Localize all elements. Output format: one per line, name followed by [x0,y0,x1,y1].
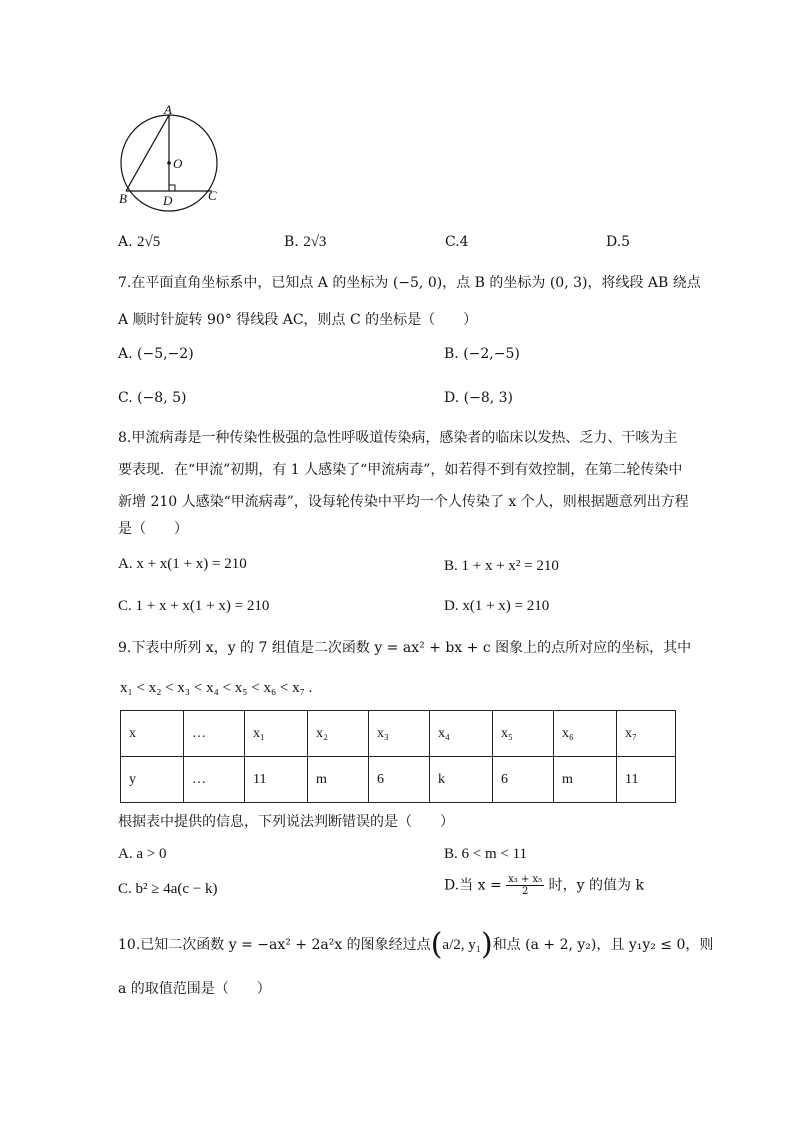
table-cell: 11 [617,757,676,803]
q6-option-a-value: 2√5 [137,234,161,250]
table-cell: x₄ [430,711,493,757]
q9-option-a: A. a > 0 [118,846,167,862]
table-cell: m [554,757,617,803]
fraction-denominator: 2 [521,886,529,897]
q9-option-d-prefix: D.当 x = [444,877,502,894]
table-cell: x₇ [617,711,676,757]
q9-option-b: B. 6 < m < 11 [444,846,528,862]
q6-option-b-value: 2√3 [303,234,327,250]
table-cell: x₂ [308,711,369,757]
table-cell: x₆ [554,711,617,757]
table-row-y [121,757,676,803]
q8-stem-line4: 是（ ） [118,521,188,537]
q7-option-b: B. (−2,−5) [444,346,520,362]
q6-option-a [118,233,160,251]
label-o: O [173,156,183,171]
label-d: D [163,193,173,208]
paren-close: ) [480,927,493,962]
q8-option-a: A. x + x(1 + x) = 210 [118,556,247,572]
table-cell: x₁ [245,711,308,757]
right-angle-mark [169,185,175,191]
paren-open: ( [430,927,443,962]
q9-stem-line2: x₁ < x₂ < x₃ < x₄ < x₅ < x₆ < x₇ . [120,680,313,696]
table-cell: x₃ [369,711,430,757]
q7-option-c: C. (−8, 5) [118,390,187,406]
table-cell: k [430,757,493,803]
q10-point1: a/2, y₁ [442,937,481,953]
q6-option-b-letter: B. [284,234,299,250]
fraction-numerator: x₃ + x₅ [508,874,543,885]
q6-option-b [284,233,326,251]
chord-ab [126,115,169,191]
table-cell: 11 [245,757,308,803]
q9-question-line: 根据表中提供的信息，下列说法判断错误的是（ ） [118,814,454,830]
q10-stem-line2: a 的取值范围是（ ） [118,981,271,997]
q9-values-table [120,710,676,803]
q8-stem-line2: 要表现．在“甲流”初期，有 1 人感染了“甲流病毒”，如若得不到有效控制，在第二轮传染中 [118,462,683,478]
q6-option-d: D.5 [606,234,631,250]
label-a: A [164,102,172,117]
q7-stem-line1: 7.在平面直角坐标系中，已知点 A 的坐标为 (−5, 0)，点 B 的坐标为 (0, 3)，将线段 AB 绕点 [118,275,701,291]
table-row-x [121,711,676,757]
center-point-o [167,161,171,165]
q9-option-d [444,874,644,897]
q8-option-b: B. 1 + x + x² = 210 [444,558,559,574]
q7-option-a: A. (−5,−2) [118,346,194,362]
q8-stem-line3: 新增 210 人感染“甲流病毒”，设每轮传染中平均一个人传染了 x 个人，则根据题意列出方程 [118,494,689,510]
q8-option-c: C. 1 + x + x(1 + x) = 210 [118,598,270,614]
q6-option-c: C.4 [445,234,469,250]
table-cell: 6 [493,757,554,803]
q7-option-d: D. (−8, 3) [444,390,513,406]
q8-option-d: D. x(1 + x) = 210 [444,598,550,614]
q7-stem-line2: A 顺时针旋转 90° 得线段 AC，则点 C 的坐标是（ ） [118,312,478,328]
q10-stem-mid: 和点 (a + 2, y₂)，且 y₁y₂ ≤ 0，则 [492,937,714,953]
q9-option-c: C. b² ≥ 4a(c − k) [118,881,218,897]
q10-stem-line1 [118,927,714,962]
table-cell: m [308,757,369,803]
table-cell: y [121,757,184,803]
q9-option-d-suffix: 时，y 的值为 k [548,877,644,894]
q8-stem-line1: 8.甲流病毒是一种传染性极强的急性呼吸道传染病，感染者的临床以发热、乏力、干咳为主 [118,430,678,446]
fraction [506,874,544,897]
table-cell: … [184,757,245,803]
label-c: C [208,188,217,203]
table-cell: … [184,711,245,757]
q9-stem-line1: 9.下表中所列 x，y 的 7 组值是二次函数 y = ax² + bx + c 图象上的点所对应的坐标，其中 [118,640,692,656]
table-cell: x [121,711,184,757]
table-cell: 6 [369,757,430,803]
q10-stem-prefix: 10.已知二次函数 y = −ax² + 2a²x 的图象经过点 [118,937,431,953]
q6-option-a-letter: A. [118,234,133,250]
label-b: B [119,191,127,206]
table-cell: x₅ [493,711,554,757]
